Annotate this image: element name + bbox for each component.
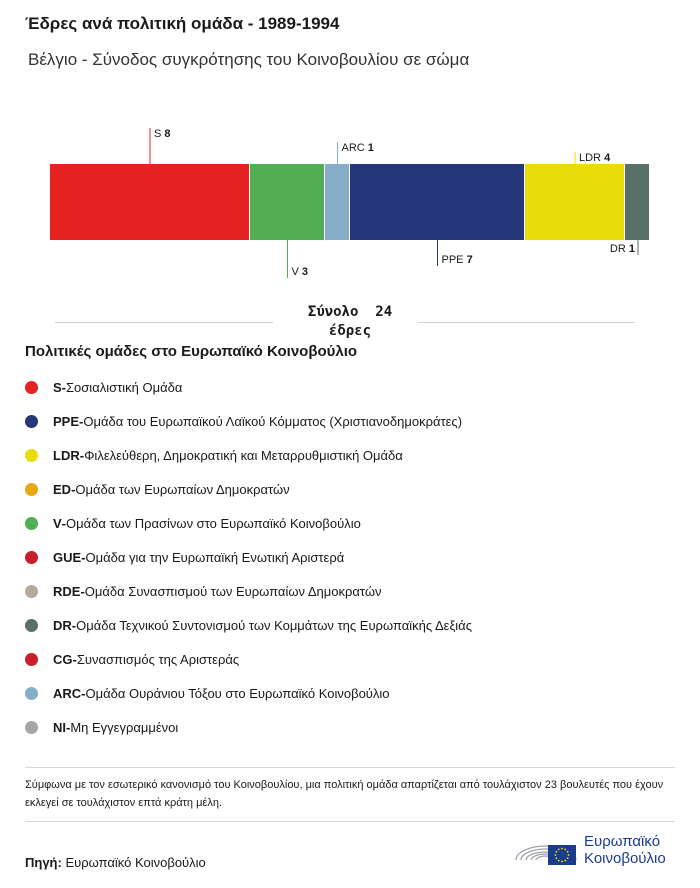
eu-star <box>568 854 570 856</box>
legend-abbr: PPE <box>53 413 80 429</box>
bar-label-value: 1 <box>628 243 635 255</box>
legend-separator: - <box>72 651 77 667</box>
legend-abbr: NI <box>53 719 66 735</box>
legend-separator: - <box>71 481 76 497</box>
legend-abbr: RDE <box>53 583 81 599</box>
bar-segment-arc <box>325 164 349 240</box>
legend-name: Ομάδα για την Ευρωπαϊκή Ενωτική Αριστερά <box>85 549 345 565</box>
legend-name: Ομάδα Συνασπισμού των Ευρωπαίων Δημοκρατών <box>84 583 382 599</box>
bar-label-ppe <box>442 254 473 266</box>
legend-abbr: LDR <box>53 447 80 463</box>
legend-name: Ομάδα Ουράνιου Τόξου στο Ευρωπαϊκό Κοινοβούλιο <box>85 685 390 701</box>
legend-item-ed <box>25 472 472 506</box>
total-value: 24 <box>375 304 393 320</box>
legend-item-s <box>25 370 472 404</box>
eu-star <box>561 848 563 850</box>
legend-item-gue <box>25 540 472 574</box>
logo-line-2: Κοινοβούλιο <box>584 850 666 867</box>
bar-label-ldr <box>579 152 611 164</box>
bar-label-dr <box>610 243 635 255</box>
eu-star <box>564 848 566 850</box>
legend-abbr: V <box>53 515 62 531</box>
legend-item-ldr <box>25 438 472 472</box>
stacked-bar-chart <box>0 120 700 285</box>
legend-item-dr <box>25 608 472 642</box>
bar-label-category: PPE <box>441 254 467 266</box>
legend-name: Ομάδα των Ευρωπαίων Δημοκρατών <box>75 481 290 497</box>
legend-swatch <box>25 415 38 428</box>
eu-star <box>558 848 560 850</box>
legend-title: Πολιτικές ομάδες στο Ευρωπαϊκό Κοινοβούλιο <box>25 343 358 360</box>
legend-swatch <box>25 381 38 394</box>
total-block <box>0 303 700 343</box>
legend-swatch <box>25 483 38 496</box>
bar-label-category: DR <box>609 243 629 255</box>
bar-segment-dr <box>625 164 649 240</box>
legend-separator: - <box>71 617 77 633</box>
bar-label-category: S <box>154 128 165 140</box>
legend-separator: - <box>79 413 84 429</box>
legend-swatch <box>25 721 38 734</box>
eu-star <box>567 851 569 853</box>
bar-label-category: LDR <box>579 152 605 164</box>
total-divider-left <box>55 322 273 323</box>
eu-star <box>564 860 566 862</box>
logo-text <box>584 833 666 867</box>
legend-abbr: CG <box>53 651 73 667</box>
legend-item-v <box>25 506 472 540</box>
total-label: Σύνολο <box>307 304 359 320</box>
legend-abbr: S <box>53 379 62 395</box>
divider-top-note <box>25 767 675 768</box>
legend-separator: - <box>81 549 86 565</box>
chart-subtitle: Βέλγιο - Σύνοδος συγκρότησης του Κοινοβουλίου σε σώμα <box>28 50 470 69</box>
source-label: Πηγή: <box>25 855 62 870</box>
legend-name: Ομάδα του Ευρωπαϊκού Λαϊκού Κόμματος (Χριστιανοδημοκράτες) <box>83 413 463 429</box>
legend-separator: - <box>80 583 85 599</box>
legend-swatch <box>25 687 38 700</box>
logo-line-1: Ευρωπαϊκό <box>584 833 661 850</box>
eu-star <box>555 854 557 856</box>
legend-swatch <box>25 517 38 530</box>
eu-star <box>555 857 557 859</box>
legend-abbr: ARC <box>53 685 82 701</box>
eu-star <box>567 857 569 859</box>
legend-separator: - <box>61 515 67 531</box>
bar-label-v <box>292 266 309 278</box>
legend-abbr: GUE <box>53 549 82 565</box>
legend-abbr: DR <box>53 617 72 633</box>
bar-label-arc <box>342 142 374 154</box>
legend-item-arc <box>25 676 472 710</box>
legend-item-cg <box>25 642 472 676</box>
bar-label-category: ARC <box>341 142 368 154</box>
legend-swatch <box>25 551 38 564</box>
legend-name: Συνασπισμός της Αριστεράς <box>76 651 240 667</box>
legend-name: Μη Εγγεγραμμένοι <box>70 719 179 735</box>
bar-label-value: 7 <box>466 254 473 266</box>
legend-name: Ομάδα Τεχνικού Συντονισμού των Κομμάτων της Ευρωπαϊκής Δεξιάς <box>76 617 472 633</box>
bar-segment-ldr <box>525 164 624 240</box>
bar-segment-v <box>250 164 324 240</box>
eu-star <box>561 861 563 863</box>
eu-star <box>558 860 560 862</box>
total-unit: έδρες <box>328 323 372 339</box>
legend-list <box>25 370 472 744</box>
legend-abbr: ED <box>53 481 72 497</box>
legend-separator: - <box>66 719 71 735</box>
footnote: Σύμφωνα με τον εσωτερικό κανονισμό του Κοινοβουλίου, μια πολιτική ομάδα απαρτίζεται από τουλάχιστον 23 βουλευτές που έχουν εκλεγεί σε τουλάχιστον επτά κράτη μέλη. <box>25 779 664 809</box>
divider-bottom-note <box>25 821 675 822</box>
bar-segment-s <box>50 164 249 240</box>
source-value: Ευρωπαϊκό Κοινοβούλιο <box>65 855 206 870</box>
bar-segment-ppe <box>350 164 524 240</box>
source <box>25 855 206 870</box>
legend-name: Ομάδα των Πρασίνων στο Ευρωπαϊκό Κοινοβούλιο <box>66 515 361 531</box>
legend-swatch <box>25 653 38 666</box>
legend-name: Σοσιαλιστική Ομάδα <box>66 379 183 395</box>
legend-swatch <box>25 619 38 632</box>
legend-swatch <box>25 449 38 462</box>
total-seats <box>290 303 410 341</box>
bar-label-value: 8 <box>164 128 171 140</box>
bar-label-value: 4 <box>604 152 611 164</box>
chart-title: Έδρες ανά πολιτική ομάδα - 1989-1994 <box>25 14 340 33</box>
legend-name: Φιλελεύθερη, Δημοκρατική και Μεταρρυθμιστική Ομάδα <box>84 447 403 463</box>
eu-star <box>555 851 557 853</box>
legend-item-rde <box>25 574 472 608</box>
legend-separator: - <box>79 447 85 463</box>
legend-item-ni <box>25 710 472 744</box>
bar-label-value: 3 <box>301 266 309 278</box>
bar-label-value: 1 <box>367 142 374 154</box>
legend-separator: - <box>61 379 67 395</box>
total-divider-right <box>418 322 635 323</box>
legend-separator: - <box>81 685 86 701</box>
bar-label-category: V <box>291 266 302 278</box>
legend-swatch <box>25 585 38 598</box>
bar-label-s <box>154 128 171 140</box>
legend-item-ppe <box>25 404 472 438</box>
